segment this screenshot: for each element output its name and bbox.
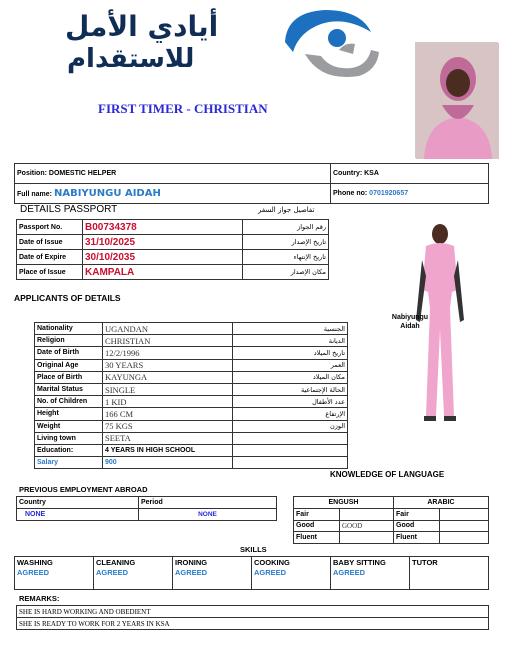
skills-heading: SKILLS bbox=[240, 545, 267, 554]
passport-label-ar: تاريخ الإصدار bbox=[243, 235, 329, 250]
applicant-label: No. of Children bbox=[35, 396, 103, 408]
applicant-value: 30 YEARS bbox=[103, 359, 233, 371]
english-level-label: Fluent bbox=[294, 532, 340, 544]
phone-value: 0701920657 bbox=[369, 190, 409, 197]
passport-value: 30/10/2035 bbox=[83, 250, 243, 265]
passport-row bbox=[17, 235, 329, 250]
arabic-level-value bbox=[440, 520, 489, 532]
photo-caption-line2: Aidah bbox=[400, 323, 420, 330]
applicant-label-ar bbox=[233, 444, 348, 456]
skill-name: COOKING bbox=[254, 558, 290, 567]
fullname-value: NABIYUNGU AIDAH bbox=[53, 188, 161, 199]
skill-cell bbox=[331, 557, 410, 590]
skill-value: AGREED bbox=[96, 568, 129, 577]
passport-label: Date of Expire bbox=[17, 250, 83, 265]
language-heading: KNOWLEDGE OF LANGUAGE bbox=[330, 470, 445, 479]
applicant-label: Place of Birth bbox=[35, 371, 103, 383]
skill-value: AGREED bbox=[17, 568, 50, 577]
person-portrait-icon bbox=[416, 43, 499, 159]
english-header: ENGUSH bbox=[294, 497, 394, 509]
applicant-row bbox=[35, 444, 348, 456]
passport-label: Passport No. bbox=[17, 220, 83, 235]
skill-value: AGREED bbox=[175, 568, 208, 577]
applicant-row bbox=[35, 408, 348, 420]
skill-cell bbox=[252, 557, 331, 590]
applicant-value: 1 KID bbox=[103, 396, 233, 408]
position-cell bbox=[15, 164, 331, 184]
remark-line-2: SHE IS READY TO WORK FOR 2 YEARS IN KSA bbox=[17, 618, 489, 630]
applicant-row bbox=[35, 383, 348, 395]
applicant-label: Nationality bbox=[35, 323, 103, 335]
language-row bbox=[294, 520, 489, 532]
english-level-label: Good bbox=[294, 520, 340, 532]
skill-cell bbox=[173, 557, 252, 590]
applicant-value: SINGLE bbox=[103, 383, 233, 395]
applicant-label-ar: الوزن bbox=[233, 420, 348, 432]
logo-text-line1: أيادي الأمل bbox=[65, 10, 219, 43]
logo bbox=[55, 4, 415, 84]
employment-country-value: NONE bbox=[17, 509, 139, 521]
arabic-level-label: Good bbox=[394, 520, 440, 532]
language-table bbox=[293, 496, 489, 544]
personal-info-table bbox=[14, 163, 489, 204]
fullname-label: Full name: bbox=[17, 191, 53, 198]
skill-name: CLEANING bbox=[96, 558, 136, 567]
passport-row bbox=[17, 265, 329, 280]
applicant-headshot bbox=[415, 42, 498, 158]
applicant-label: Salary bbox=[35, 457, 103, 469]
applicant-row bbox=[35, 457, 348, 469]
page-title: FIRST TIMER - CHRISTIAN bbox=[98, 101, 268, 116]
photo-caption-line1: Nabiyungu bbox=[391, 314, 429, 321]
skill-cell bbox=[15, 557, 94, 590]
applicant-value: UGANDAN bbox=[103, 323, 233, 335]
arabic-level-value bbox=[440, 532, 489, 544]
applicant-label: Original Age bbox=[35, 359, 103, 371]
applicant-label-ar: الديانة bbox=[233, 335, 348, 347]
passport-label: Place of Issue bbox=[17, 265, 83, 280]
language-row bbox=[294, 532, 489, 544]
passport-table bbox=[16, 219, 329, 280]
applicant-value: CHRISTIAN bbox=[103, 335, 233, 347]
employment-period-label: Period bbox=[139, 497, 277, 509]
english-level-label: Fair bbox=[294, 509, 340, 521]
remarks-table bbox=[16, 605, 489, 630]
applicant-row bbox=[35, 396, 348, 408]
employment-heading: PREVIOUS EMPLOYMENT ABROAD bbox=[19, 485, 148, 494]
employment-country-label: Country bbox=[17, 497, 139, 509]
applicant-value: SEETA bbox=[103, 432, 233, 444]
passport-value: 31/10/2025 bbox=[83, 235, 243, 250]
passport-label-ar: رقم الجواز bbox=[243, 220, 329, 235]
applicant-label-ar: تاريخ الميلاد bbox=[233, 347, 348, 359]
position-label: Position: bbox=[17, 170, 47, 177]
skill-value: AGREED bbox=[333, 568, 366, 577]
phone-label: Phone no: bbox=[333, 190, 368, 197]
country-cell bbox=[331, 164, 489, 184]
phone-cell bbox=[331, 184, 489, 204]
applicant-value: 75 KGS bbox=[103, 420, 233, 432]
applicant-label-ar: الجنسية bbox=[233, 323, 348, 335]
applicant-label: Religion bbox=[35, 335, 103, 347]
applicant-value: 900 bbox=[103, 457, 233, 469]
applicant-row bbox=[35, 420, 348, 432]
skill-name: WASHING bbox=[17, 558, 53, 567]
applicant-label-ar: الحالة الإجتماعية bbox=[233, 383, 348, 395]
applicant-label: Date of Birth bbox=[35, 347, 103, 359]
passport-value: B00734378 bbox=[83, 220, 243, 235]
applicant-row bbox=[35, 335, 348, 347]
applicant-label-ar: العمر bbox=[233, 359, 348, 371]
applicant-table bbox=[34, 322, 348, 469]
passport-row bbox=[17, 250, 329, 265]
skill-name: IRONING bbox=[175, 558, 208, 567]
applicant-label-ar: الإرتفاع bbox=[233, 408, 348, 420]
english-level-value bbox=[340, 532, 394, 544]
applicant-row bbox=[35, 371, 348, 383]
passport-label-ar: مكان الإصدار bbox=[243, 265, 329, 280]
hands-logo-icon bbox=[275, 4, 385, 88]
remarks-heading: REMARKS: bbox=[19, 594, 60, 603]
country-label: Country: bbox=[333, 170, 363, 177]
passport-label: Date of Issue bbox=[17, 235, 83, 250]
applicant-row bbox=[35, 432, 348, 444]
applicant-value: 12/2/1996 bbox=[103, 347, 233, 359]
arabic-level-label: Fair bbox=[394, 509, 440, 521]
employment-period-value: NONE bbox=[139, 509, 277, 521]
country-value: KSA bbox=[364, 170, 379, 177]
passport-row bbox=[17, 220, 329, 235]
applicant-label-ar bbox=[233, 432, 348, 444]
applicant-heading: APPLICANTS OF DETAILS bbox=[14, 293, 121, 303]
language-row bbox=[294, 509, 489, 521]
applicant-label: Marital Status bbox=[35, 383, 103, 395]
position-value: DOMESTIC HELPER bbox=[48, 170, 117, 177]
skill-cell bbox=[410, 557, 489, 590]
logo-text-line2: للاستقدام bbox=[67, 44, 195, 74]
english-level-value: GOOD bbox=[340, 520, 394, 532]
applicant-label: Living town bbox=[35, 432, 103, 444]
photo-caption bbox=[380, 313, 440, 331]
applicant-value: KAYUNGA bbox=[103, 371, 233, 383]
skill-cell bbox=[94, 557, 173, 590]
passport-label-ar: تاريخ الإنتهاء bbox=[243, 250, 329, 265]
applicant-label: Education: bbox=[35, 444, 103, 456]
arabic-level-value bbox=[440, 509, 489, 521]
passport-heading-ar: تفاصيل جواز السفر bbox=[258, 206, 315, 214]
passport-heading: DETAILS PASSPORT bbox=[20, 204, 118, 215]
arabic-level-label: Fluent bbox=[394, 532, 440, 544]
applicant-label: Height bbox=[35, 408, 103, 420]
applicant-row bbox=[35, 347, 348, 359]
skill-value: AGREED bbox=[254, 568, 287, 577]
arabic-header: ARABIC bbox=[394, 497, 489, 509]
remark-line-1: SHE IS HARD WORKING AND OBEDIENT bbox=[17, 606, 489, 618]
english-level-value bbox=[340, 509, 394, 521]
applicant-value: 166 CM bbox=[103, 408, 233, 420]
employment-table bbox=[16, 496, 277, 521]
fullname-cell bbox=[15, 184, 331, 204]
applicant-row bbox=[35, 359, 348, 371]
skill-name: BABY SITTING bbox=[333, 558, 386, 567]
applicant-value: 4 YEARS IN HIGH SCHOOL bbox=[103, 444, 233, 456]
passport-value: KAMPALA bbox=[83, 265, 243, 280]
applicant-label-ar: عدد الأطفال bbox=[233, 396, 348, 408]
applicant-row bbox=[35, 323, 348, 335]
skill-name: TUTOR bbox=[412, 558, 438, 567]
applicant-label: Weight bbox=[35, 420, 103, 432]
skills-table bbox=[14, 556, 489, 590]
applicant-label-ar: مكان الميلاد bbox=[233, 371, 348, 383]
applicant-label-ar bbox=[233, 457, 348, 469]
